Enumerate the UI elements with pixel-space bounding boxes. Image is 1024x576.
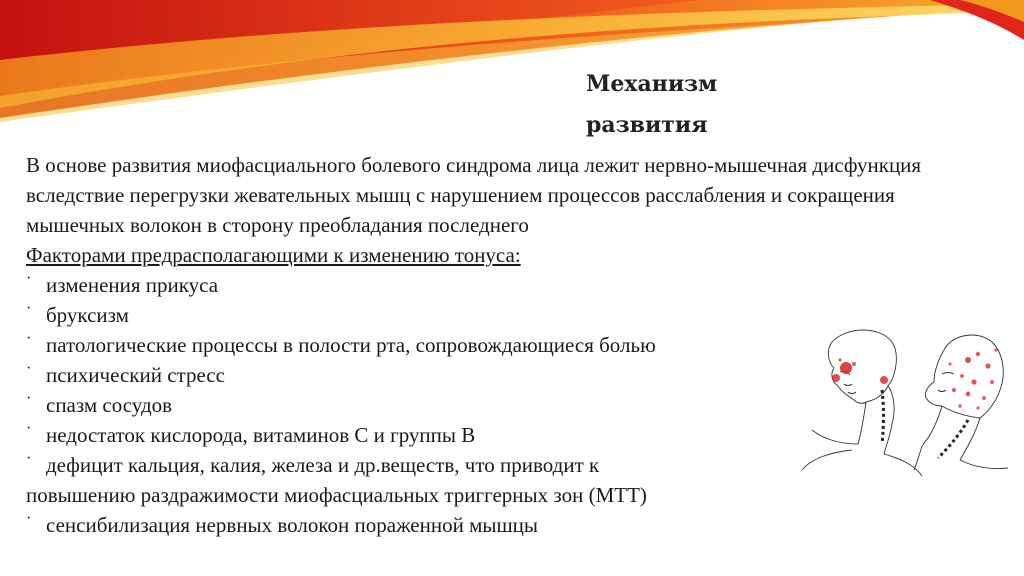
list-item-text: психический стресс xyxy=(46,363,225,387)
decorative-flame-banner xyxy=(0,0,1024,130)
bullet-icon: · xyxy=(26,270,32,287)
list-item-text: бруксизм xyxy=(46,303,129,327)
bullet-icon: · xyxy=(26,420,32,437)
list-item-text: спазм сосудов xyxy=(46,393,173,417)
list-item-text: изменения прикуса xyxy=(46,273,219,297)
list-item-text: дефицит кальция, калия, железа и др.веществ, что приводит к xyxy=(46,453,600,477)
trigger-points-illustration xyxy=(792,320,1012,480)
head-sketch-right xyxy=(914,335,1008,470)
bullet-icon: · xyxy=(26,360,32,377)
bullet-icon: · xyxy=(26,300,32,317)
list-item-continuation: повышению раздражимости миофасциальных триггерных зон (МТТ) xyxy=(26,483,647,507)
list-item-text: патологические процессы в полости рта, сопровождающиеся болью xyxy=(46,333,656,357)
trigger-points-right xyxy=(948,348,997,409)
title-line-2: развития xyxy=(586,112,708,138)
bullet-icon: · xyxy=(26,330,32,347)
trigger-line-right xyxy=(938,420,968,458)
slide-title xyxy=(586,64,717,146)
list-item-text: сенсибилизация нервных волокон пораженной мышцы xyxy=(46,513,539,537)
intro-paragraph: В основе развития миофасциального болевого синдрома лица лежит нервно-мышечная дисфункция вследствие перегрузки жевательных мышц с нарушением процессов расслабления и сокращения мышечных волокон в сторону преобладания последнего xyxy=(26,153,922,237)
bullet-icon: · xyxy=(26,450,32,467)
list-item-text: недостаток кислорода, витаминов С и группы В xyxy=(46,423,476,447)
bullet-icon: · xyxy=(26,510,32,527)
trigger-line-left xyxy=(882,390,884,444)
list-item xyxy=(26,270,986,300)
bullet-icon: · xyxy=(26,390,32,407)
trigger-points-left xyxy=(832,358,888,384)
title-line-1: Механизм xyxy=(586,71,718,97)
factors-heading: Факторами предрасполагающими к изменению тонуса: xyxy=(26,243,521,267)
head-sketch-left xyxy=(802,330,922,476)
list-item xyxy=(26,510,986,540)
